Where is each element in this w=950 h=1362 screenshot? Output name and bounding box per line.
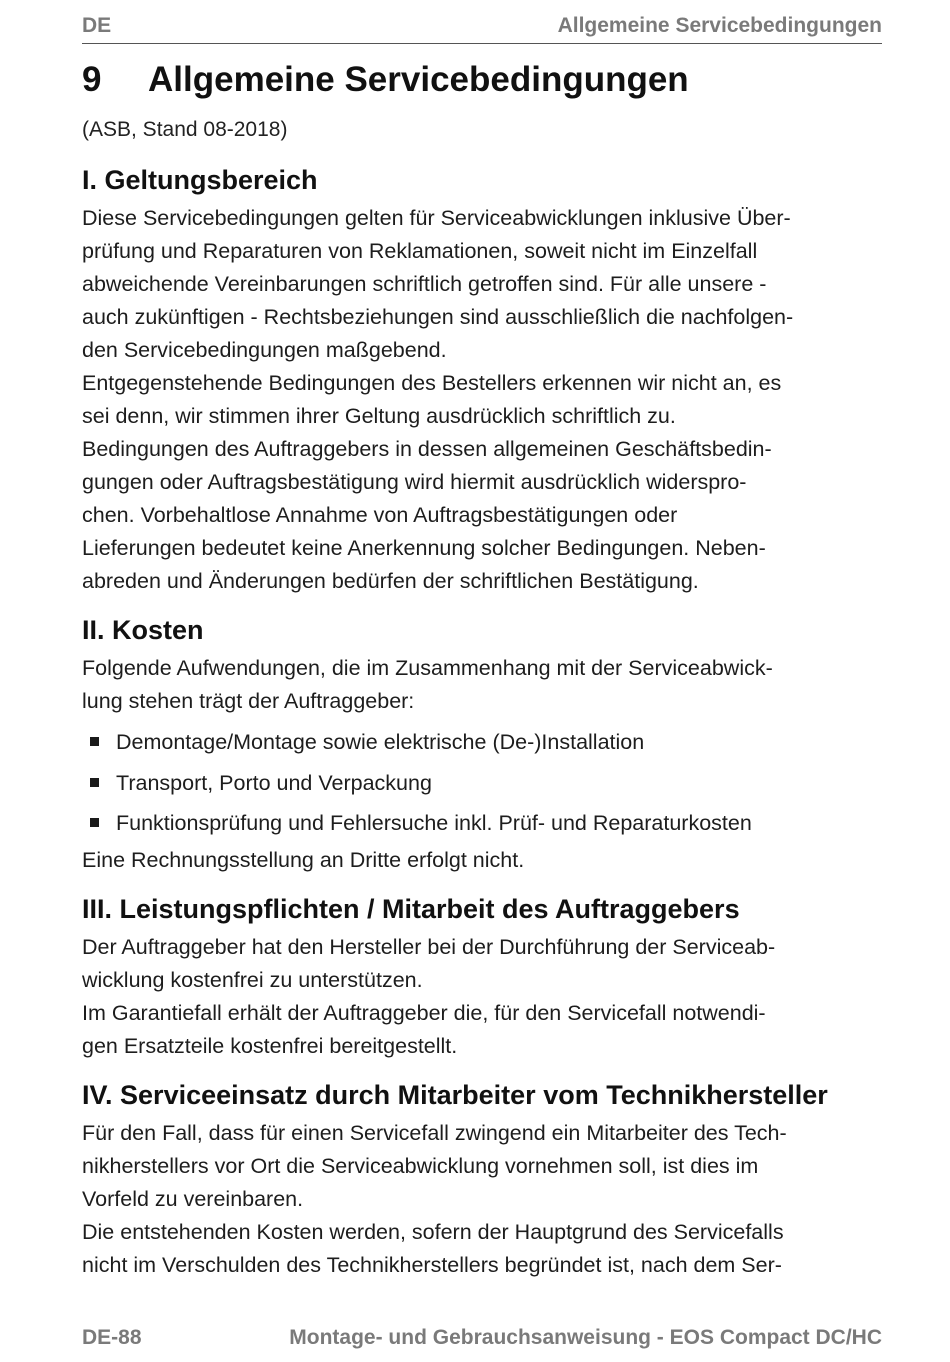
list-item-text: Transport, Porto und Verpackung xyxy=(116,770,432,795)
chapter-title-text: Allgemeine Servicebedingungen xyxy=(148,60,689,99)
paragraph xyxy=(82,844,882,877)
header-section-title: Allgemeine Servicebedingungen xyxy=(557,14,882,37)
text-line: den Servicebedingungen maßgebend. xyxy=(82,338,447,362)
text-line: nikherstellers vor Ort die Serviceabwicklung vornehmen soll, ist dies im xyxy=(82,1153,759,1178)
text-line: Bedingungen des Auftraggebers in dessen allgemeinen Geschäftsbedin- xyxy=(82,437,772,461)
text-line: Lieferungen bedeutet keine Anerkennung solcher Bedingungen. Neben- xyxy=(82,536,766,560)
section-heading: IV. Serviceeinsatz durch Mitarbeiter vom Technikhersteller xyxy=(82,1079,828,1110)
bullet-square-icon xyxy=(90,778,99,787)
section-heading: III. Leistungspflichten / Mitarbeit des Auftraggebers xyxy=(82,893,740,924)
text-line: Folgende Aufwendungen, die im Zusammenhang mit der Serviceabwick- xyxy=(82,656,773,680)
section-obligations xyxy=(82,891,882,1063)
document-page xyxy=(82,0,882,1362)
paragraph xyxy=(82,1117,882,1282)
text-line: nicht im Verschulden des Technikherstellers begründet ist, nach dem Ser- xyxy=(82,1252,782,1277)
text-line: Der Auftraggeber hat den Hersteller bei der Durchführung der Serviceab- xyxy=(82,934,776,959)
section-heading: I. Geltungsbereich xyxy=(82,165,318,195)
header-language: DE xyxy=(82,14,112,37)
text-line: Vorfeld zu vereinbaren. xyxy=(82,1186,304,1211)
chapter-title xyxy=(82,60,689,100)
text-line: sei denn, wir stimmen ihrer Geltung ausdrücklich schriftlich zu. xyxy=(82,404,676,428)
text-line: chen. Vorbehaltlose Annahme von Auftragsbestätigungen oder xyxy=(82,503,678,527)
paragraph xyxy=(82,202,882,598)
chapter-number: 9 xyxy=(82,60,102,99)
document-body xyxy=(82,162,882,1296)
text-line: auch zukünftigen - Rechtsbeziehungen sind ausschließlich die nachfolgen- xyxy=(82,305,794,329)
text-line: wicklung kostenfrei zu unterstützen. xyxy=(82,967,423,992)
list-item-text: Demontage/Montage sowie elektrische (De-)Installation xyxy=(116,730,645,754)
text-line: Die entstehenden Kosten werden, sofern der Hauptgrund des Servicefalls xyxy=(82,1219,784,1244)
section-costs xyxy=(82,612,882,877)
text-line: Diese Servicebedingungen gelten für Serviceabwicklungen inklusive Über- xyxy=(82,206,791,230)
text-line: Im Garantiefall erhält der Auftraggeber die, für den Servicefall notwendi- xyxy=(82,1000,766,1025)
list-item xyxy=(82,803,882,844)
running-header xyxy=(82,10,882,44)
text-line: Für den Fall, dass für einen Servicefall zwingend ein Mitarbeiter des Tech- xyxy=(82,1120,787,1145)
footer-document-title: Montage- und Gebrauchsanweisung - EOS Compact DC/HC xyxy=(289,1326,882,1349)
bullet-list xyxy=(82,722,882,844)
list-item xyxy=(82,763,882,804)
list-item xyxy=(82,722,882,763)
text-line: gen Ersatzteile kostenfrei bereitgestellt. xyxy=(82,1033,458,1058)
text-line: Entgegenstehende Bedingungen des Bestellers erkennen wir nicht an, es xyxy=(82,371,782,395)
bullet-square-icon xyxy=(90,737,99,746)
bullet-square-icon xyxy=(90,818,99,827)
text-line: Eine Rechnungsstellung an Dritte erfolgt nicht. xyxy=(82,847,525,872)
section-scope xyxy=(82,162,882,598)
list-item-text: Funktionsprüfung und Fehlersuche inkl. Prüf- und Reparaturkosten xyxy=(116,811,752,835)
section-heading: II. Kosten xyxy=(82,615,204,645)
text-line: abreden und Änderungen bedürfen der schriftlichen Bestätigung. xyxy=(82,569,699,593)
page-number: DE-88 xyxy=(82,1326,142,1349)
text-line: abweichende Vereinbarungen schriftlich getroffen sind. Für alle unsere - xyxy=(82,272,767,296)
section-service-deployment xyxy=(82,1077,882,1282)
text-line: lung stehen trägt der Auftraggeber: xyxy=(82,689,415,713)
paragraph xyxy=(82,931,882,1063)
text-line: prüfung und Reparaturen von Reklamationen, soweit nicht im Einzelfall xyxy=(82,239,758,263)
chapter-subtitle: (ASB, Stand 08-2018) xyxy=(82,118,288,141)
text-line: gungen oder Auftragsbestätigung wird hiermit ausdrücklich widerspro- xyxy=(82,470,747,494)
paragraph xyxy=(82,652,882,718)
